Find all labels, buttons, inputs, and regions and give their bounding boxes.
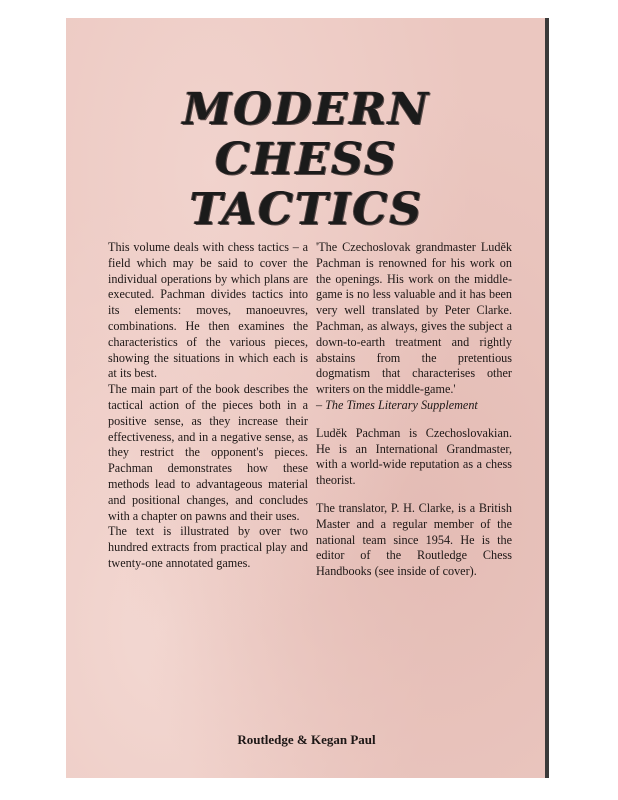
- publisher-name: Routledge & Kegan Paul: [237, 732, 376, 747]
- review-citation: – The Times Literary Supplement: [316, 397, 478, 412]
- title-line-3: TACTICS: [189, 184, 424, 235]
- review-column: [316, 240, 512, 580]
- description-paragraph-2: The main part of the book describes the tactical action of the pieces both in a positive sense, as they increase their effectiveness, and in a negative sense, as they restrict the opponent's pieces. Pachman demonstrates how these methods lead to advantageous material and positional changes, and concludes with a chapter on pawns and their uses.: [108, 382, 308, 523]
- description-column: [108, 240, 308, 572]
- back-cover: [66, 18, 547, 778]
- description-paragraph-1: This volume deals with chess tactics – a field which may be said to cover the individual operations by which plans are executed. Pachman divides tactics into its elements: moves, manoeuvres, combinations. He then examines the characteristics of the various pieces, showing the situations in which each is at its best.: [108, 240, 308, 381]
- cover-edge: [545, 18, 549, 778]
- title-line-1: MODERN: [182, 84, 431, 135]
- review-quote: 'The Czechoslovak grandmaster Luděk Pachman is renowned for his work on the openings. His work on the middle-game is no less valuable and it has been very well translated by Peter Clarke. Pachman, as always, gives the subject a down-to-earth treatment and rightly abstains from the pretentious dogmatism that characterises other writers on the middle-game.': [316, 240, 512, 397]
- translator-bio: The translator, P. H. Clarke, is a British Master and a regular member of the national team since 1954. He is the editor of the Routledge Chess Handbooks (see inside of cover).: [316, 500, 512, 579]
- description-paragraph-3: The text is illustrated by over two hundred extracts from practical play and twenty-one annotated games.: [108, 524, 308, 570]
- author-bio: Luděk Pachman is Czechoslovakian. He is an International Grandmaster, with a world-wide reputation as a chess theorist.: [316, 425, 512, 488]
- title-line-2: CHESS: [215, 134, 398, 185]
